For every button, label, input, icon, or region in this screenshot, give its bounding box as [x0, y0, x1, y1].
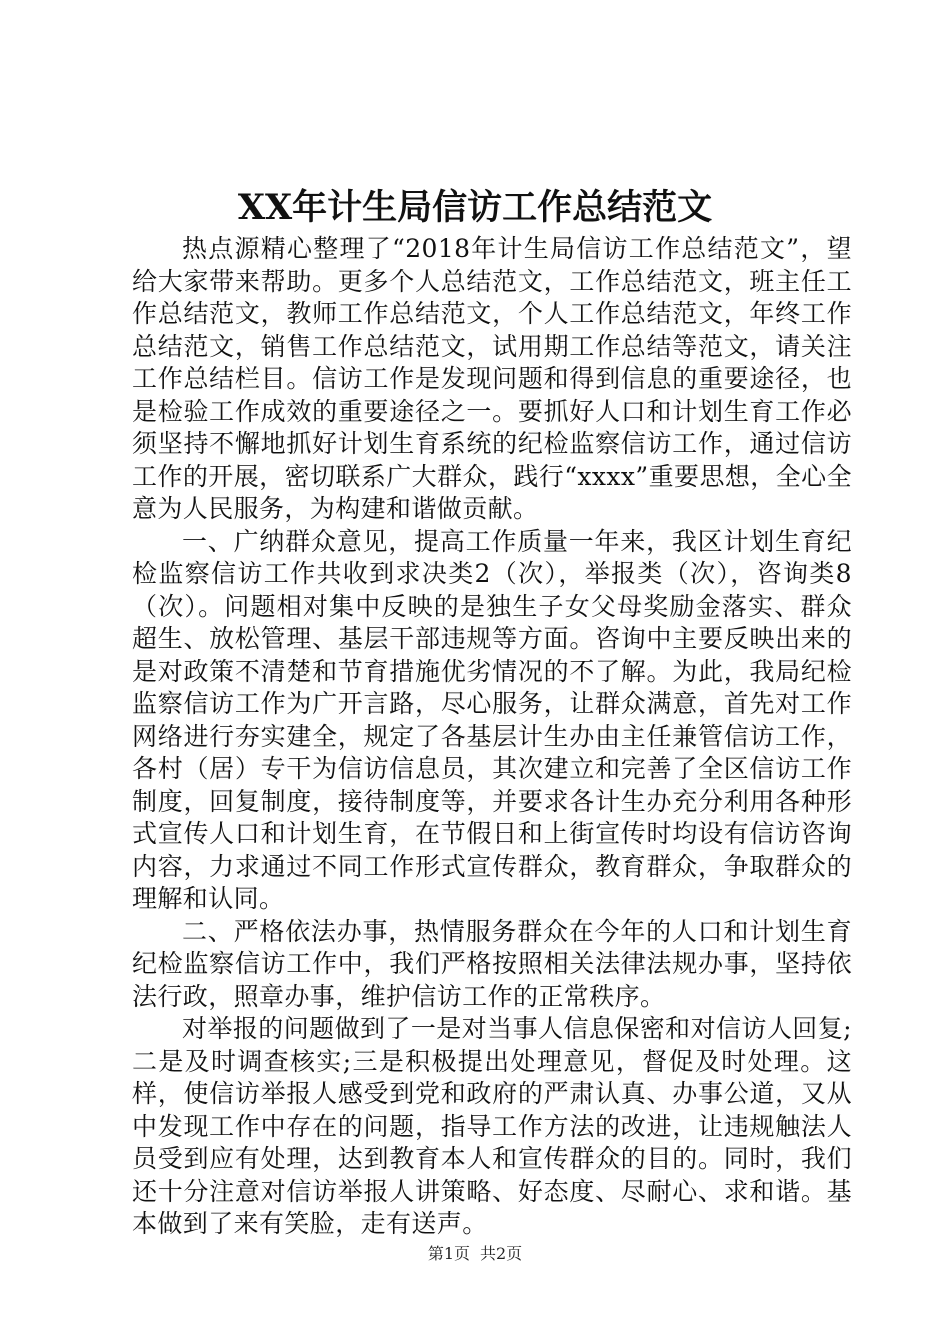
current-page-number: 第1页 — [427, 1244, 470, 1263]
document-body — [132, 233, 852, 1241]
paragraph-section-one: 一、广纳群众意见，提高工作质量一年来，我区计划生育纪检监察信访工作共收到求决类2（次），举报类（次），咨询类8（次）。问题相对集中反映的是独生子女父母奖励金落实、群众超生、放松管理、基层干部违规等方面。咨询中主要反映出来的是对政策不清楚和节育措施优劣情况的不了解。为此，我局纪检监察信访工作为广开言路，尽心服务，让群众满意，首先对工作网络进行夯实建全，规定了各基层计生办由主任兼管信访工作，各村（居）专干为信访信息员，其次建立和完善了全区信访工作制度，回复制度，接待制度等，并要求各计生办充分利用各种形式宣传人口和计划生育，在节假日和上街宣传时均设有信访咨询内容，力求通过不同工作形式宣传群众，教育群众，争取群众的理解和认同。 — [132, 526, 852, 913]
paragraph-section-two: 二、严格依法办事，热情服务群众在今年的人口和计划生育纪检监察信访工作中，我们严格按照相关法律法规办事，坚持依法行政，照章办事，维护信访工作的正常秩序。 — [132, 916, 852, 1011]
total-pages: 共2页 — [480, 1244, 523, 1263]
document-title: XX年计生局信访工作总结范文 — [237, 187, 713, 228]
paragraph-reporting: 对举报的问题做到了一是对当事人信息保密和对信访人回复;二是及时调查核实;三是积极提出处理意见，督促及时处理。这样，使信访举报人感受到党和政府的严肃认真、办事公道，又从中发现工作中存在的问题，指导工作方法的改进，让违规触法人员受到应有处理，达到教育本人和宣传群众的目的。同时，我们还十分注意对信访举报人讲策略、好态度、尽耐心、求和谐。基本做到了来有笑脸，走有送声。 — [132, 1014, 852, 1238]
paragraph-intro: 热点源精心整理了“2018年计生局信访工作总结范文”，望给大家带来帮助。更多个人总结范文，工作总结范文，班主任工作总结范文，教师工作总结范文，个人工作总结范文，年终工作总结范文，销售工作总结范文，试用期工作总结等范文，请关注工作总结栏目。信访工作是发现问题和得到信息的重要途径，也是检验工作成效的重要途径之一。要抓好人口和计划生育工作必须坚持不懈地抓好计划生育系统的纪检监察信访工作，通过信访工作的开展，密切联系广大群众，践行“xxxx”重要思想，全心全意为人民服务，为构建和谐做贡献。 — [132, 234, 852, 523]
page-footer — [0, 1243, 950, 1265]
